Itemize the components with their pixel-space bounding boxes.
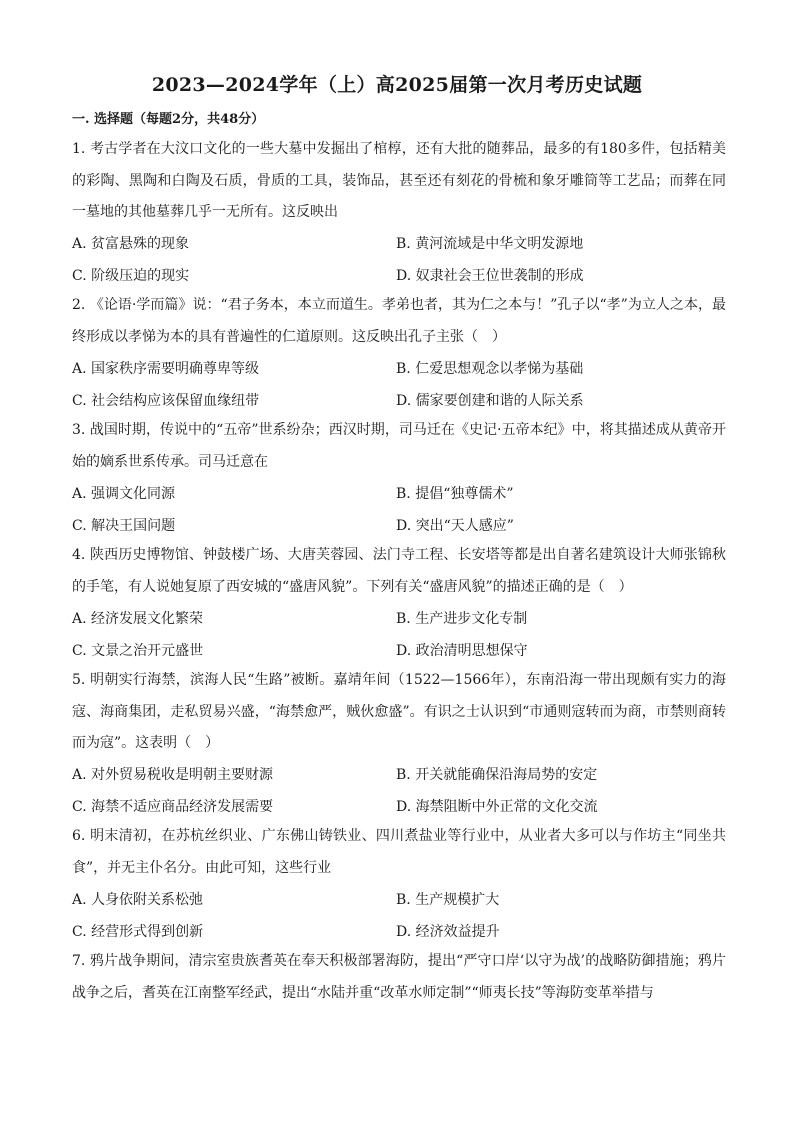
question-5-option-d: D. 海禁阻断中外正常的文化交流 — [396, 799, 598, 815]
question-3-option-c: C. 解决王国问题 — [72, 518, 176, 534]
question-1-option-c: C. 阶级压迫的现实 — [72, 268, 190, 284]
question-3-option-b: B. 提倡“独尊儒术” — [396, 486, 514, 502]
question-1-option-a: A. 贫富悬殊的现象 — [72, 236, 190, 252]
question-5-option-c: C. 海禁不适应商品经济发展需要 — [72, 799, 274, 815]
question-6-option-d: D. 经济效益提升 — [396, 924, 500, 940]
question-3-stem: 3. 战国时期，传说中的“五帝”世系纷杂；西汉时期，司马迁在《史记·五帝本纪》中，将其描述成从黄帝开始的嫡系世系传承。司马迁意在 — [72, 422, 726, 470]
question-4-option-d: D. 政治清明思想保守 — [396, 643, 528, 659]
question-4-stem: 4. 陕西历史博物馆、钟鼓楼广场、大唐芙蓉园、法门寺工程、长安塔等都是出自著名建筑设计大师张锦秋的手笔，有人说她复原了西安城的“盛唐风貌”。下列有关“盛唐风貌”的描述正确的是（ ） — [72, 547, 726, 595]
question-3-option-a: A. 强调文化同源 — [72, 486, 176, 502]
section-heading: 一. 选择题（每题2分，共48分） — [72, 112, 265, 127]
question-4-option-a: A. 经济发展文化繁荣 — [72, 611, 204, 627]
question-5-stem: 5. 明朝实行海禁，滨海人民“生路”被断。嘉靖年间（1522—1566年），东南沿海一带出现颇有实力的海寇、海商集团，走私贸易兴盛，“海禁愈严，贼伙愈盛”。有识之士认识到“市通则寇转而为商，市禁则商转而为寇”。这表明（ ） — [72, 672, 726, 751]
question-2-option-a: A. 国家秩序需要明确尊卑等级 — [72, 361, 260, 377]
question-2-option-b: B. 仁爱思想观念以孝悌为基础 — [396, 361, 584, 377]
question-7-stem: 7. 鸦片战争期间，清宗室贵族耆英在奉天积极部署海防，提出“严守口岸‘以守为战’的战略防御措施；鸦片战争之后，耆英在江南整军经武，提出“水陆并重“改革水师定制”“师夷长技”等海防变革举措与 — [72, 953, 726, 1001]
question-2-option-c: C. 社会结构应该保留血缘纽带 — [72, 393, 260, 409]
question-6-option-a: A. 人身依附关系松弛 — [72, 892, 204, 908]
question-1-option-b: B. 黄河流域是中华文明发源地 — [396, 236, 584, 252]
question-2-option-d: D. 儒家要创建和谐的人际关系 — [396, 393, 584, 409]
question-4-option-b: B. 生产进步文化专制 — [396, 611, 528, 627]
question-5-option-a: A. 对外贸易税收是明朝主要财源 — [72, 767, 274, 783]
question-4-option-c: C. 文景之治开元盛世 — [72, 643, 204, 659]
question-6-stem: 6. 明末清初，在苏杭丝织业、广东佛山铸铁业、四川煮盐业等行业中，从业者大多可以与作坊主“同坐共食”，并无主仆名分。由此可知，这些行业 — [72, 828, 726, 876]
question-2-stem: 2. 《论语·学而篇》说：“君子务本，本立而道生。孝弟也者，其为仁之本与！”孔子以“孝”为立人之本，最终形成以孝悌为本的具有普遍性的仁道原则。这反映出孔子主张（ ） — [72, 297, 726, 345]
question-1-option-d: D. 奴隶社会王位世袭制的形成 — [396, 268, 584, 284]
exam-title: 2023—2024学年（上）高2025届第一次月考历史试题 — [151, 74, 643, 96]
question-6-option-b: B. 生产规模扩大 — [396, 892, 500, 908]
question-3-option-d: D. 突出“天人感应” — [396, 518, 514, 534]
question-1-stem: 1. 考古学者在大汶口文化的一些大墓中发掘出了棺椁，还有大批的随葬品，最多的有180多件，包括精美的彩陶、黑陶和白陶及石质，骨质的工具，装饰品，甚至还有刻花的骨梳和象牙雕筒等工艺品；而葬在同一墓地的其他墓葬几乎一无所有。这反映出 — [72, 141, 726, 220]
question-5-option-b: B. 开关就能确保沿海局势的安定 — [396, 767, 598, 783]
question-6-option-c: C. 经营形式得到创新 — [72, 924, 204, 940]
